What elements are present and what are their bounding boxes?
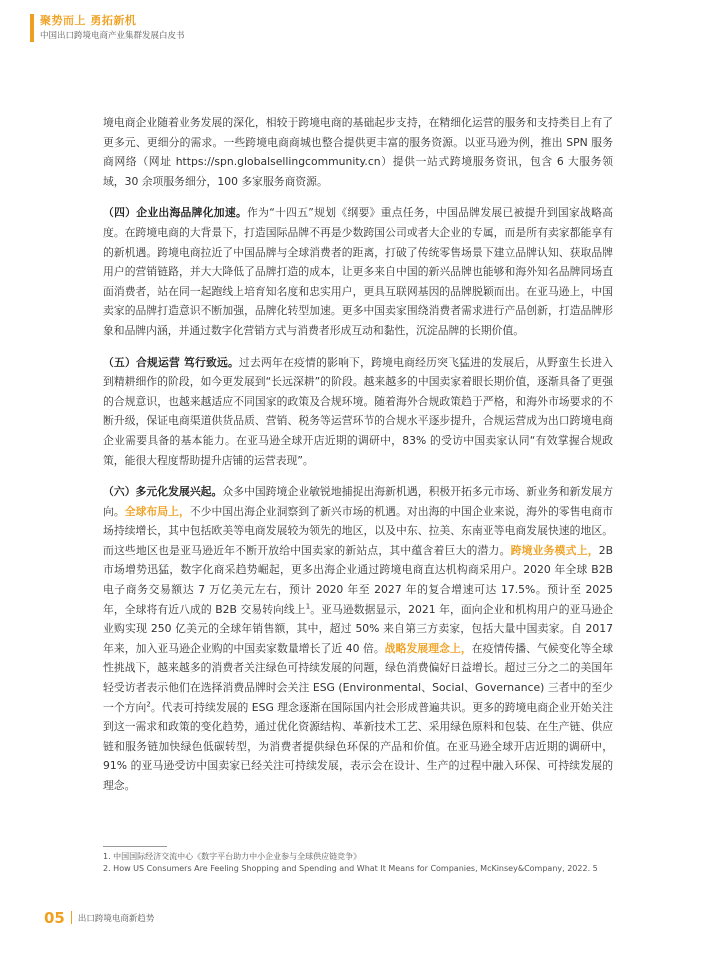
page-footer: [44, 907, 154, 927]
footnotes: [103, 851, 613, 875]
paragraph-text: 众多中国跨境企业敏锐地捕捉出海新机遇，积极开拓多元市场、新业务和新发展方向。: [103, 485, 613, 518]
section-heading-compliance: （五）合规运营 笃行致远。: [103, 355, 240, 369]
paragraph-text: 。代表可持续发展的 ESG 理念逐渐在国际国内社会形成普遍共识。更多的跨境电商企业开始关注到这一需求和政策的变化趋势，通过优化资源结构、革新技术工艺、采用绿色原料和包装、在生产链、供应链和服务链加快绿色低碳转型，为消费者提供绿色环保的产品和价值。在亚马逊全球开店近期的调研中，91% 的亚马逊受访中国卖家已经关注可持续发展，表示会在设计、生产的过程中融入环保、可持续发展的理念。: [103, 700, 614, 792]
footnote-2: 2. How US Consumers Are Feeling Shopping and Spending and What It Means for Companies, McKinsey&Company, 2022. 5: [103, 864, 598, 873]
highlight-strategy: 战略发展理念上，: [384, 641, 472, 655]
highlight-global-layout: 全球布局上，: [124, 504, 190, 518]
header-subtitle: 中国出口跨境电商产业集群发展白皮书: [40, 31, 185, 41]
paragraph-text: 。亚马逊数据显示，2021 年，面向企业和机构用户的亚马逊企业购实现 250 亿美元的全球年销售额，其中，超过 50% 来自第三方卖家，包括大量中国卖家。自 2017 年来，加入亚马逊企业购的中国卖家数量增长了近 40 倍。: [103, 602, 613, 655]
paragraph-services: [103, 113, 613, 191]
paragraph-diversification: [103, 482, 613, 796]
footnote-1: 1. 中国国际经济交流中心《数字平台助力中小企业参与全球供应链竞争》: [103, 852, 362, 861]
paragraph-text: 2B 市场增势迅猛，数字化商采趋势崛起，更多出海企业通过跨境电商直达机构商采用户。2020 年全球 B2B 电子商务交易额达 7 万亿美元左右，预计 2020 年至 2027 年的复合增速可达 17.5%。预计至 2025 年，全球将有近八成的 B2B 交易转向线上: [103, 543, 614, 616]
main-content: [103, 113, 613, 808]
section-heading-diversification: （六）多元化发展兴起。: [103, 485, 223, 499]
footer-section-title: 出口跨境电商新趋势: [77, 913, 155, 924]
paragraph-text: 过去两年在疫情的影响下，跨境电商经历突飞猛进的发展后，从野蛮生长进入到精耕细作的阶段，如今更发展到“长远深耕”的阶段。越来越多的中国卖家着眼长期价值，逐渐具备了更强的合规意识，也越来越适应不同国家的政策及合规环境。随着海外合规政策趋于严格，和海外市场要求的不断升级，保证电商渠道供货品质、营销、税务等运营环节的合规水平逐步提升，合规运营成为出口跨境电商企业需要具备的基本能力。在亚马逊全球开店近期的调研中，83% 的受访中国卖家认同“有效掌握合规政策，能很大程度帮助提升店铺的运营表现”。: [103, 355, 613, 467]
highlight-business-model: 跨境业务模式上，: [510, 543, 599, 557]
footer-divider: [71, 911, 72, 924]
footnote-ref-2: 2: [146, 700, 151, 709]
paragraph-compliance: [103, 353, 613, 471]
section-heading-branding: （四）企业出海品牌化加速。: [103, 206, 248, 220]
header-accent-bar: [30, 14, 34, 42]
header-title: 聚势而上 勇拓新机: [40, 14, 137, 27]
paragraph-text: 作为“十四五”规划《纲要》重点任务，中国品牌发展已被提升到国家战略高度。在跨境电商的大背景下，打造国际品牌不再是少数跨国公司或者大企业的专属，而是所有卖家都能享有的新机遇。跨境电商拉近了中国品牌与全球消费者的距离，打破了传统零售场景下建立品牌认知、获取品牌用户的营销链路，并大大降低了品牌打造的成本，让更多来自中国的新兴品牌也能够和海外知名品牌同场直面消费者，站在同一起跑线上培育知名度和忠实用户，更具互联网基因的品牌脱颖而出。在亚马逊上，中国卖家的品牌打造意识不断加强，品牌化转型加速。更多中国卖家围绕消费者需求进行产品创新，打造品牌形象和品牌内涵，并通过数字化营销方式与消费者形成互动和黏性，沉淀品牌的长期价值。: [103, 206, 614, 337]
paragraph-branding: [103, 203, 613, 340]
footnote-ref-1: 1: [305, 602, 311, 611]
paragraph-text: 不少中国出海企业洞察到了新兴市场的机遇。对出海的中国企业来说，海外的零售电商市场持续增长，其中包括欧美等电商发展较为领先的地区，以及中东、拉美、东南亚等电商发展快速的地区。而这些地区也是亚马逊近年不断开放给中国卖家的新站点，其中蕴含着巨大的潜力。: [103, 504, 614, 557]
page-number: 05: [44, 908, 65, 927]
paragraph-text: 境电商企业随着业务发展的深化，相较于跨境电商的基础起步支持，在精细化运营的服务和支持类目上有了更多元、更细分的需求。一些跨境电商商城也整合提供更丰富的服务资源。以亚马逊为例，推出 SPN 服务商网络（网址 https://spn.globalsellingcommunity.cn）提供一站式跨境服务资讯，包含 6 大服务领域，30 余项服务细分，100 多家服务商资源。: [103, 116, 613, 188]
footnote-divider: [103, 846, 167, 847]
paragraph-text: 在疫情传播、气候变化等全球性挑战下，越来越多的消费者关注绿色可持续发展的问题，绿色消费偏好日益增长。超过三分之二的美国年轻受访者表示他们在选择消费品牌时会关注 ESG (Environmental、Social、Governance) 三者中的至少一个方向: [103, 641, 614, 714]
